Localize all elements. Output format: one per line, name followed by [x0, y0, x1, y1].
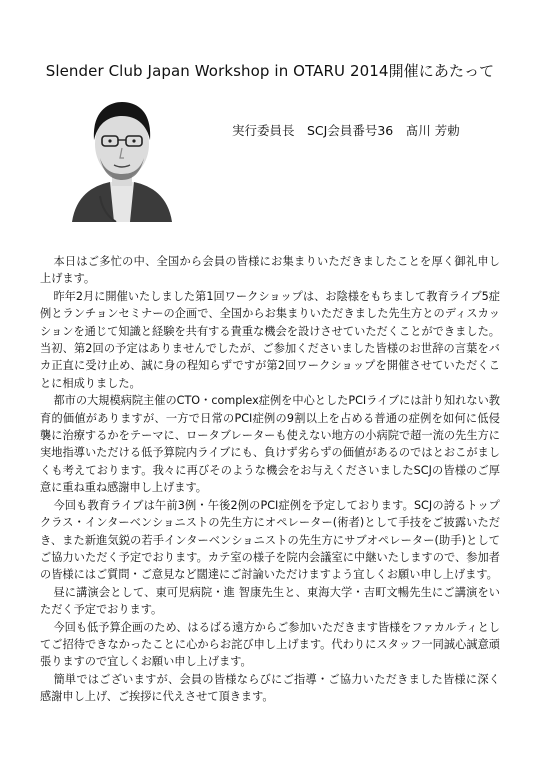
author-portrait	[70, 92, 174, 222]
paragraph: 今回も教育ライブは午前3例・午後2例のPCI症例を予定しております。SCJの誇るトップクラス・インターベンショニストの先生方にオペレーター(術者)として手技をご披露いただき、また新進気鋭の若手インターベンショニストの先生方にサブオペレーター(助手)としてご協力いただく予定でおります。カテ室の様子を院内会議室に中継いたしますので、参加者の皆様にはご質問・ご意見など闊達にご討論いただけますよう宜しくお願い申し上げます。	[40, 498, 500, 582]
document-body	[40, 253, 500, 706]
paragraph: 昼に講演会として、東可児病院・進 智康先生と、東海大学・吉町文暢先生にご講演をいただく予定でおります。	[40, 585, 500, 617]
document-title: Slender Club Japan Workshop in OTARU 2014開催にあたって	[45, 62, 495, 80]
author-line: 実行委員長 SCJ会員番号36 髙川 芳勅	[232, 123, 460, 138]
paragraph: 都市の大規模病院主催のCTO・complex症例を中心としたPCIライブには計り知れない教育的価値がありますが、一方で日常のPCI症例の9割以上を占める普通の症例を如何に低侵襲に治療するかをテーマに、ロータブレーターも使えない地方の小病院で超一流の先生方に実地指導いただける低予算院内ライブにも、負けず劣らずの価値があるのではとおこがましくも考えております。我々に再びそのような機会をお与えくださいましたSCJの皆様のご厚意に重ね重ね感謝申し上げます。	[40, 394, 500, 495]
paragraph: 今回も低予算企画のため、はるばる遠方からご参加いただきます皆様をファカルティとしてご招待できなかったことに心からお詫び申し上げます。代わりにスタッフ一同誠心誠意頑張りますので宜しくお願い申し上げます。	[40, 620, 500, 669]
paragraph: 簡単ではございますが、会員の皆様ならびにご指導・ご協力いただきました皆様に深く感謝申し上げ、ご挨拶に代えさせて頂きます。	[40, 672, 500, 704]
paragraph: 昨年2月に開催いたしました第1回ワークショップは、お陰様をもちまして教育ライブ5症例とランチョンセミナーの企画で、全国からお集まりいただきました先生方とのディスカッションを通じて知識と経験を共有する貴重な機会を設けさせていただくことができました。当初、第2回の予定はありませんでしたが、ご参加くださいました皆様のお世辞の言葉をバカ正直に受け止め、誠に身の程知らずですが第2回ワークショップを開催させていただくことに相成りました。	[40, 289, 500, 390]
paragraph: 本日はご多忙の中、全国から会員の皆様にお集まりいただきましたことを厚く御礼申し上げます。	[40, 255, 500, 286]
